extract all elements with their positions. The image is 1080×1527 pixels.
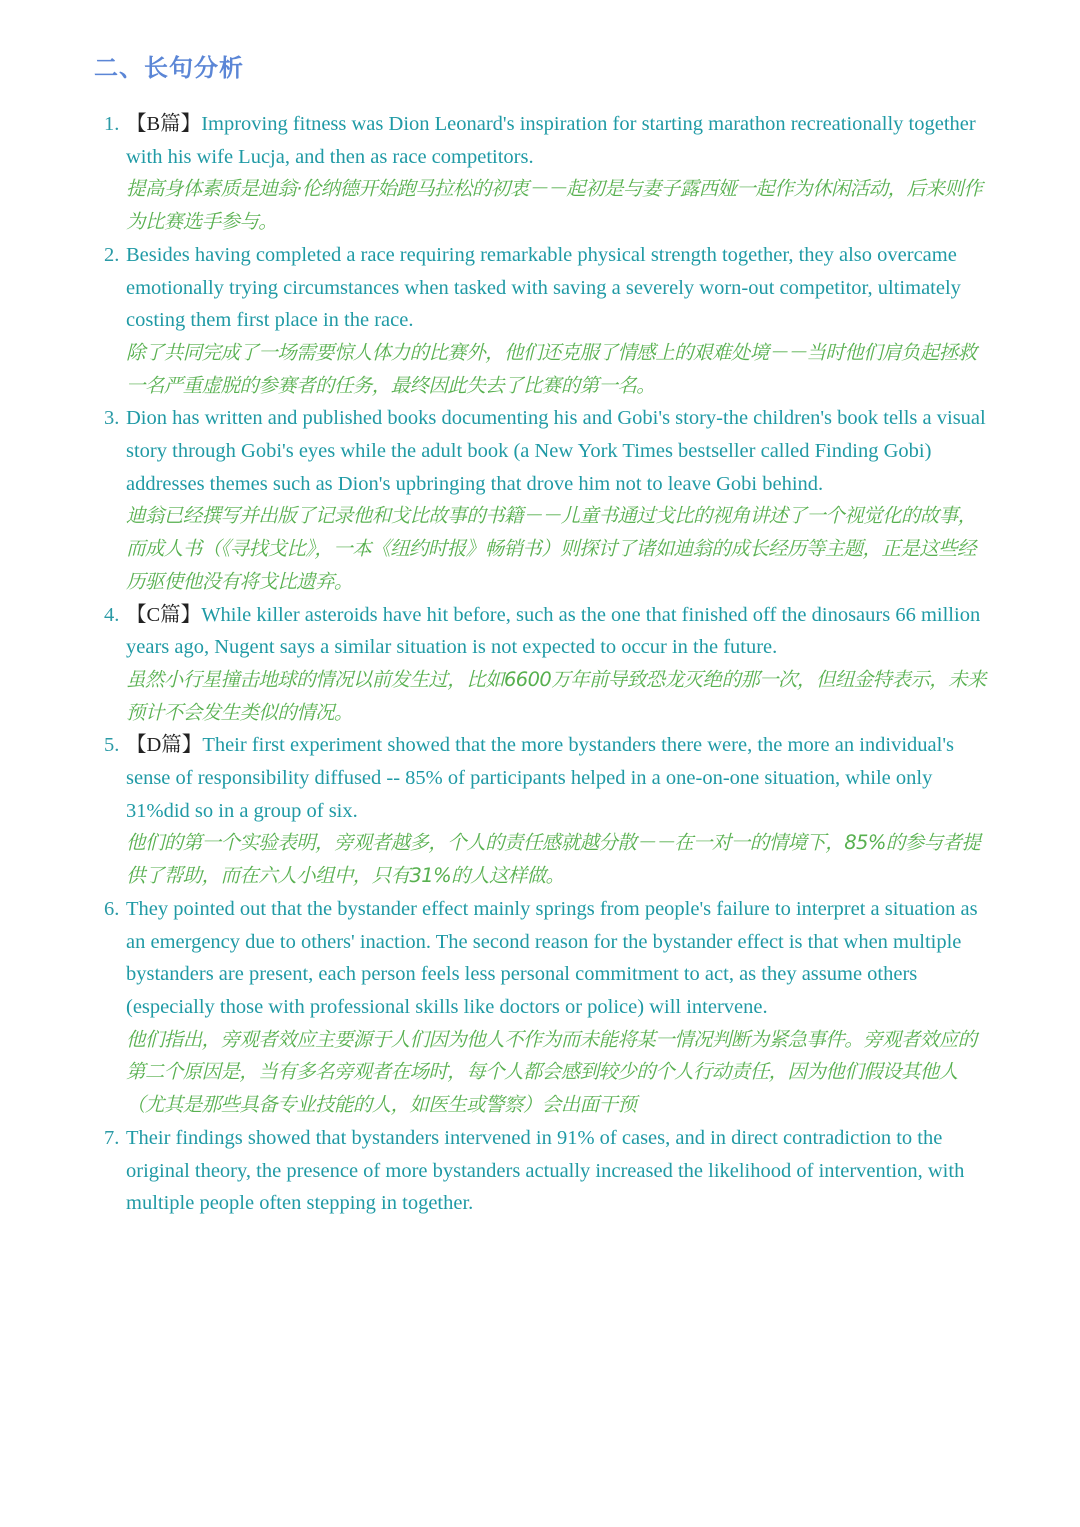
section-heading: 二、长句分析 [94,54,244,82]
list-item [104,239,988,403]
sentence-list [104,108,988,1220]
list-item [104,108,988,239]
item-number: 7. [104,1126,120,1149]
item-number: 5. [104,734,120,757]
passage-tag: 【B篇】 [126,113,202,135]
list-item [104,729,988,893]
english-text: They pointed out that the bystander effect mainly springs from people's failure to interpret a situation as an emergency due to others' inaction. The second reason for the bystander effect is that when multiple bystanders are present, each person feels less personal commitment to act, as they assume others (especially those with professional skills like doctors or police) will intervene. [126,897,978,1018]
item-number: 3. [104,407,120,430]
chinese-translation: 他们的第一个实验表明，旁观者越多，个人的责任感就越分散－－在一对一的情境下，85%的参与者提供了帮助，而在六人小组中，只有31%的人这样做。 [126,831,981,888]
english-text: While killer asteroids have hit before, such as the one that finished off the dinosaurs 66 million years ago, Nugent says a similar situation is not expected to occur in the future. [126,603,981,659]
english-sentence [126,402,988,500]
item-number: 2. [104,243,120,266]
english-text: Dion has written and published books documenting his and Gobi's story-the children's book tells a visual story through Gobi's eyes while the adult book (a New York Times bestseller called Finding Gobi) addresses themes such as Dion's upbringing that drove him not to leave Gobi behind. [126,407,986,495]
passage-tag: 【C篇】 [126,603,202,626]
english-sentence [126,729,988,827]
english-text: Improving fitness was Dion Leonard's inspiration for starting marathon recreationally together with his wife Lucja, and then as race competitors. [126,113,976,168]
item-number: 1. [104,113,120,135]
chinese-translation: 提高身体素质是迪翁·伦纳德开始跑马拉松的初衷－－起初是与妻子露西娅一起作为休闲活动，后来则作为比赛选手参与。 [126,177,983,234]
chinese-translation: 除了共同完成了一场需要惊人体力的比赛外，他们还克服了情感上的艰难处境－－当时他们肩负起拯救一名严重虚脱的参赛者的任务，最终因此失去了比赛的第一名。 [126,340,977,397]
chinese-translation: 迪翁已经撰写并出版了记录他和戈比故事的书籍－－儿童书通过戈比的视角讲述了一个视觉化的故事，而成人书（《寻找戈比》，一本《纽约时报》畅销书）则探讨了诸如迪翁的成长经历等主题，正是这些经历驱使他没有将戈比遗弃。 [126,504,977,593]
list-item [104,599,988,730]
chinese-translation: 他们指出，旁观者效应主要源于人们因为他人不作为而未能将某一情况判断为紧急事件。旁观者效应的第二个原因是，当有多名旁观者在场时，每个人都会感到较少的个人行动责任，因为他们假设其他人（尤其是那些具备专业技能的人，如医生或警察）会出面干预 [126,1027,977,1117]
english-text: Their first experiment showed that the more bystanders there were, the more an individual's sense of responsibility diffused -- 85% of participants helped in a one-on-one situation, while only 31%did so in a group of six. [126,734,955,822]
passage-tag: 【D篇】 [126,734,203,757]
english-text: Their findings showed that bystanders intervened in 91% of cases, and in direct contradiction to the original theory, the presence of more bystanders actually increased the likelihood of intervention, with multiple people often stepping in together. [126,1126,965,1215]
english-text: Besides having completed a race requiring remarkable physical strength together, they also overcame emotionally trying circumstances when tasked with saving a severely worn-out competitor, ultimately costing them first place in the race. [126,243,961,332]
english-sentence [126,108,988,173]
list-item [104,1122,988,1220]
english-sentence [126,239,988,337]
english-sentence [126,1122,988,1220]
chinese-translation: 虽然小行星撞击地球的情况以前发生过，比如6600万年前导致恐龙灭绝的那一次，但纽金特表示，未来预计不会发生类似的情况。 [126,667,986,724]
english-sentence [126,599,988,664]
list-item [104,402,988,598]
list-item [104,893,988,1122]
item-number: 6. [104,897,120,920]
item-number: 4. [104,603,120,626]
english-sentence [126,893,988,1024]
